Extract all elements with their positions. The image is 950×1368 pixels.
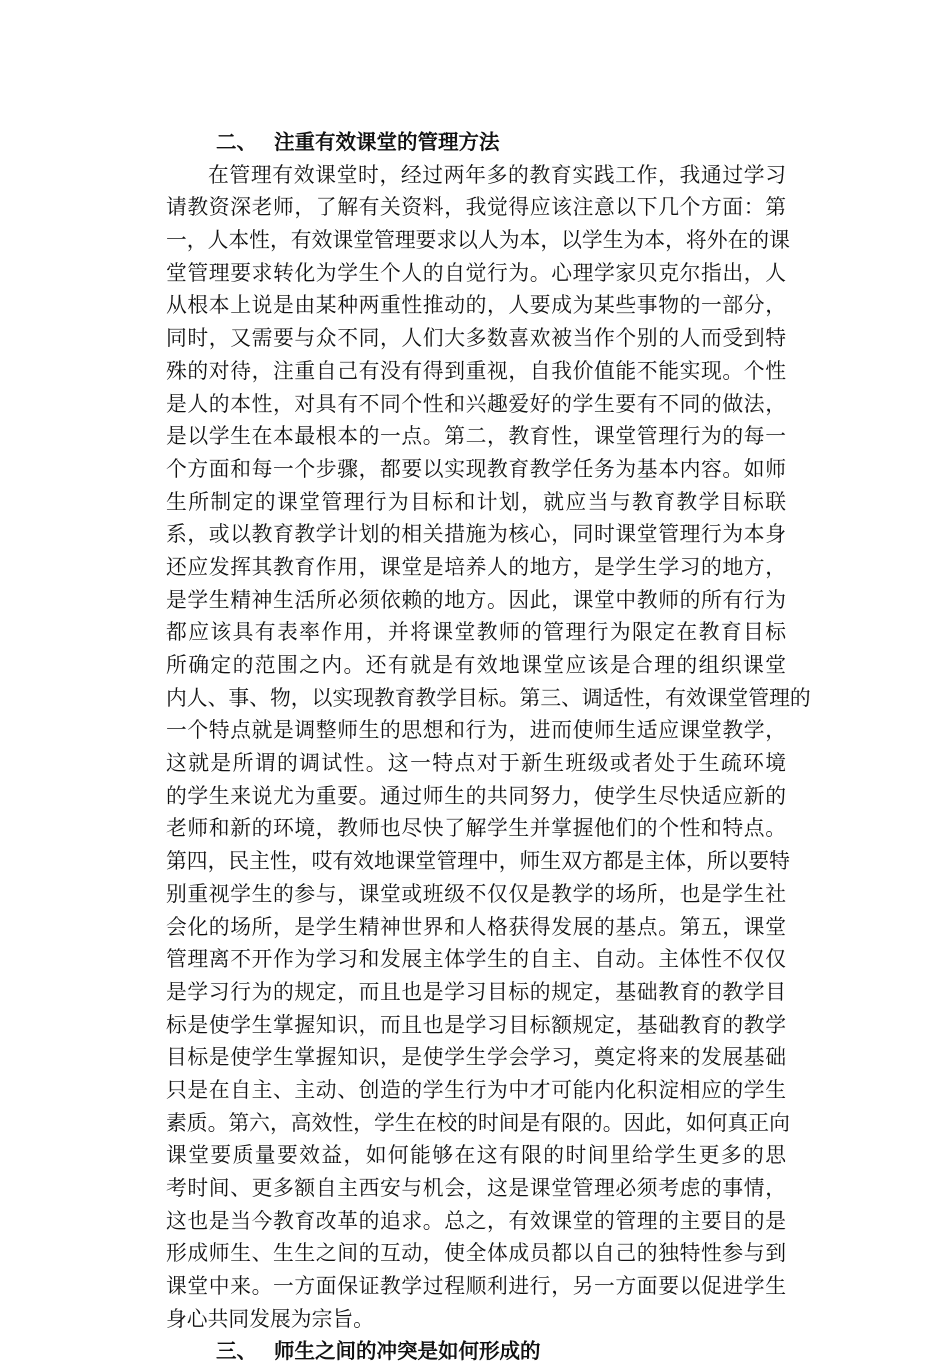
paragraph-line: 是学生精神生活所必须依赖的地方。因此，课堂中教师的所有行为	[166, 587, 786, 612]
paragraph-line: 所确定的范围之内。还有就是有效地课堂应该是合理的组织课堂	[166, 653, 786, 677]
paragraph-line: 从根本上说是由某种两重性推动的，人要成为某些事物的一部分，	[166, 293, 786, 318]
paragraph-line: 课堂中来。一方面保证教学过程顺利进行，另一方面要以促进学生	[166, 1274, 786, 1299]
paragraph-line: 生所制定的课堂管理行为目标和计划，就应当与教育教学目标联	[166, 489, 786, 514]
paragraph-line: 是以学生在本最根本的一点。第二，教育性，课堂管理行为的每一	[166, 424, 786, 449]
paragraph-line: 素质。第六，高效性，学生在校的时间是有限的。因此，如何真正向	[166, 1110, 790, 1135]
paragraph-line: 课堂要质量要效益，如何能够在这有限的时间里给学生更多的思	[166, 1143, 786, 1168]
paragraph-line: 请教资深老师，了解有关资料，我觉得应该注意以下几个方面：第	[166, 195, 786, 220]
document-body	[166, 126, 811, 1368]
paragraph-line: 别重视学生的参与，课堂或班级不仅仅是教学的场所，也是学生社	[166, 881, 786, 906]
section-heading-3	[166, 1335, 786, 1368]
paragraph-line: 还应发挥其教育作用，课堂是培养人的地方，是学生学习的地方，	[166, 554, 786, 579]
paragraph-line: 都应该具有表率作用，并将课堂教师的管理行为限定在教育目标	[166, 620, 786, 645]
paragraph-line: 老师和新的环境，教师也尽快了解学生并掌握他们的个性和特点。	[166, 816, 786, 841]
paragraph-line: 考时间、更多额自主西安与机会，这是课堂管理必须考虑的事情，	[166, 1176, 786, 1200]
paragraph-line: 会化的场所，是学生精神世界和人格获得发展的基点。第五，课堂	[166, 914, 786, 939]
paragraph-line: 身心共同发展为宗旨。	[166, 1306, 374, 1331]
paragraph	[166, 159, 811, 1336]
paragraph-line: 殊的对待，注重自己有没有得到重视，自我价值能不能实现。个性	[166, 358, 786, 383]
paragraph-line: 是学习行为的规定，而且也是学习目标的规定，基础教育的教学目	[166, 979, 786, 1004]
paragraph-line: 是人的本性，对具有不同个性和兴趣爱好的学生要有不同的做法，	[166, 391, 786, 416]
section-title: 注重有效课堂的管理方法	[274, 130, 500, 154]
paragraph-line: 标是使学生掌握知识，而且也是学习目标额规定，基础教育的教学	[166, 1012, 786, 1037]
section-number: 二、	[216, 130, 257, 154]
section-heading-2	[166, 126, 786, 159]
paragraph-line: 这也是当今教育改革的追求。总之，有效课堂的管理的主要目的是	[166, 1208, 786, 1233]
paragraph-line: 管理离不开作为学习和发展主体学生的自主、自动。主体性不仅仅	[166, 947, 786, 972]
paragraph-line: 这就是所谓的调试性。这一特点对于新生班级或者处于生疏环境	[166, 751, 786, 776]
paragraph-line: 只是在自主、主动、创造的学生行为中才可能内化积淀相应的学生	[166, 1077, 786, 1102]
section-title: 师生之间的冲突是如何形成的	[274, 1339, 541, 1364]
paragraph-line: 目标是使学生掌握知识，是使学生学会学习，奠定将来的发展基础	[166, 1045, 786, 1070]
paragraph-line: 在管理有效课堂时，经过两年多的教育实践工作，我通过学习	[208, 162, 786, 187]
paragraph-line: 一，人本性，有效课堂管理要求以人为本，以学生为本，将外在的课	[166, 228, 790, 253]
paragraph-line: 形成师生、生生之间的互动，使全体成员都以自己的独特性参与到	[166, 1241, 786, 1266]
section-number: 三、	[216, 1339, 257, 1364]
paragraph-line: 个方面和每一个步骤，都要以实现教育教学任务为基本内容。如师	[166, 456, 786, 481]
paragraph-line: 系，或以教育教学计划的相关措施为核心，同时课堂管理行为本身	[166, 522, 786, 547]
paragraph-line: 第四，民主性，哎有效地课堂管理中，师生双方都是主体，所以要特	[166, 849, 790, 874]
paragraph-line: 堂管理要求转化为学生个人的自觉行为。心理学家贝克尔指出，人	[166, 260, 786, 285]
paragraph-line: 内人、事、物，以实现教育教学目标。第三、调适性，有效课堂管理的	[166, 685, 811, 710]
paragraph-line: 一个特点就是调整师生的思想和行为，进而使师生适应课堂教学，	[166, 718, 786, 743]
paragraph-line: 的学生来说尤为重要。通过师生的共同努力，使学生尽快适应新的	[166, 783, 786, 808]
paragraph-line: 同时，又需要与众不同，人们大多数喜欢被当作个别的人而受到特	[166, 326, 786, 351]
